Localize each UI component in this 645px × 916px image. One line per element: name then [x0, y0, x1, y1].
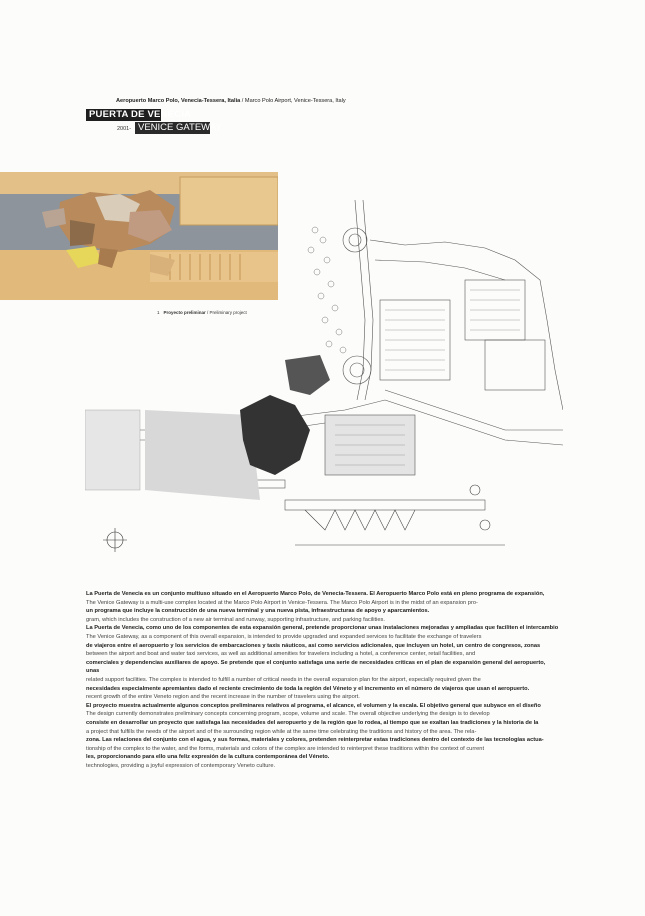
text-line-es: La Puerta de Venecia es un conjunto multiuso situado en el Aeropuerto Marco Polo, de Venecia-Tessera. El Aeropuerto Marco Polo está en pleno programa de expansión, — [86, 591, 545, 597]
project-description — [86, 590, 560, 770]
text-line-es: La Puerta de Venecia, como uno de los componentes de esta expansión general, pretende proporcionar unas instalaciones mejoradas y ampliadas que faciliten el intercambio — [86, 625, 559, 632]
text-line-en: a project that fulfills the needs of the airport and of the surrounding region while at the same time celebrating the traditions and history of the area. The rela- — [86, 728, 477, 735]
text-line-es: un programa que incluye la construcción de una nueva terminal y una nueva pista, infraestructuras de apoyo y aparcamientos. — [86, 608, 430, 615]
text-line-en: technologies, providing a joyful expression of contemporary Veneto culture. — [86, 762, 276, 769]
project-location: Aeropuerto Marco Polo, Venecia-Tessera, Italia / Marco Polo Airport, Venice-Tessera, Italy — [116, 98, 346, 104]
caption-en: Preliminary project — [209, 310, 247, 315]
text-line-en: gram, which includes the construction of a new air terminal and runway, supporting infrastructure, and parking facilities. — [86, 616, 385, 623]
text-line-es: de viajeros entre el aeropuerto y los servicios de embarcaciones y taxis náuticos, así como servicios adicionales, que incluyen un hotel, un centro de congresos, zonas — [86, 642, 541, 649]
figure-number: 1 — [157, 310, 160, 315]
location-es: Aeropuerto Marco Polo, Venecia-Tessera, Italia — [116, 98, 241, 104]
text-line-en: The Venice Gateway, as a component of this overall expansion, is intended to provide upgraded and expanded services to facilitate the exchange of travelers — [86, 633, 482, 640]
caption-es: Proyecto preliminar — [163, 310, 206, 315]
text-line-es: les, proporcionando para ello una feliz expresión de la cultura contemporánea del Véneto. — [86, 754, 330, 761]
site-plan-drawing — [85, 200, 563, 576]
text-line-es: comerciales y dependencias auxiliares de apoyo. Se pretende que el conjunto satisfaga una serie de necesidades críticas en el plan de expansión general del aeropuerto, unas — [86, 659, 546, 675]
text-line-es: El proyecto muestra actualmente algunos conceptos preliminares relativos al programa, el alcance, el volumen y la escala. El objetivo general que subyace en el diseño — [86, 702, 541, 709]
figure-caption: 1 Proyecto preliminar / Preliminary project — [157, 310, 247, 315]
text-line-en: The Venice Gateway is a multi-use complex located at the Marco Polo Airport in Venice-Tessera. The Marco Polo Airport is in the midst of an expansion pro- — [86, 599, 478, 606]
text-line-en: recent growth of the entire Veneto region and the recent increase in the number of travelers using the airport. — [86, 694, 360, 701]
title-es: PUERTA DE VENECIA — [86, 109, 161, 121]
text-line-en: The design currently demonstrates preliminary concepts concerning program, scope, volume and scale. The overall objective underlying the design is to develop — [86, 711, 490, 718]
title-en: VENICE GATEWAY — [135, 122, 210, 134]
text-line-es: necesidades especialmente apremiantes dado el reciente crecimiento de toda la región del Véneto y el incremento en el número de viajeros que usan el aeropuerto. — [86, 685, 530, 692]
text-line-en: related support facilities. The complex is intended to fulfill a number of critical needs in the overall expansion plan for the airport, especially required given the — [86, 676, 481, 683]
text-line-en: tionship of the complex to the water, and the forms, materials and colors of the complex are intended to reinterpret these traditions within the context of current — [86, 745, 485, 752]
text-line-en: between the airport and boat and water taxi services, as well as additional amenities for travelers including a hotel, a conference center, retail facilities, and — [86, 651, 476, 658]
project-year: 2001- — [117, 126, 132, 132]
text-line-es: zona. Las relaciones del conjunto con el agua, y sus formas, materiales y colores, pretenden reinterpretar estas tradiciones dentro del contexto de las tecnologías actua- — [86, 737, 544, 744]
location-en: Marco Polo Airport, Venice-Tessera, Italy — [244, 98, 346, 104]
text-line-es: consiste en desarrollar un proyecto que satisfaga las necesidades del aeropuerto y de la región que lo rodea, al tiempo que se exaltan las tradiciones y la historia de la — [86, 719, 539, 726]
